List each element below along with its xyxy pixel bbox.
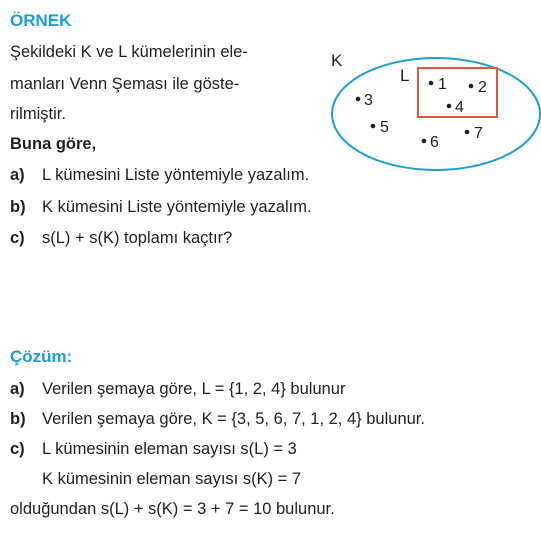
element-7: 7 xyxy=(474,125,483,142)
element-1: 1 xyxy=(438,76,447,93)
answer-c-continuation: K kümesinin eleman sayısı s(K) = 7 xyxy=(42,470,302,488)
answer-a xyxy=(10,381,345,398)
question-text: L kümesini Liste yöntemiyle yazalım. xyxy=(42,166,310,184)
answer-label: c) xyxy=(10,440,25,458)
set-k-outline xyxy=(332,58,540,170)
solution-heading: Çözüm: xyxy=(10,347,73,366)
element-4: 4 xyxy=(455,99,464,116)
element-dot xyxy=(422,139,427,144)
answer-label: a) xyxy=(10,380,25,398)
question-text: K kümesini Liste yöntemiyle yazalım. xyxy=(42,198,312,216)
answer-label: b) xyxy=(10,410,26,428)
intro-line-1: Şekildeki K ve L kümelerinin ele- xyxy=(10,43,248,61)
answer-c xyxy=(10,441,297,458)
element-dot xyxy=(429,81,434,86)
example-heading: ÖRNEK xyxy=(10,11,72,30)
answer-b xyxy=(10,411,425,428)
element-dot xyxy=(371,124,376,129)
question-label: a) xyxy=(10,166,25,184)
element-dot xyxy=(356,97,361,102)
answer-text: Verilen şemaya göre, L = {1, 2, 4} bulunur xyxy=(42,380,346,398)
element-dot xyxy=(465,130,470,135)
prompt-text: Buna göre, xyxy=(10,135,97,153)
element-6: 6 xyxy=(430,134,439,151)
element-3: 3 xyxy=(364,92,373,109)
element-5: 5 xyxy=(380,119,389,136)
intro-line-3: rilmiştir. xyxy=(10,105,66,123)
question-label: c) xyxy=(10,229,25,247)
element-2: 2 xyxy=(478,79,487,96)
answer-text: L kümesinin eleman sayısı s(L) = 3 xyxy=(42,440,297,458)
element-dot xyxy=(469,84,474,89)
element-dot xyxy=(447,104,452,109)
answer-text: Verilen şemaya göre, K = {3, 5, 6, 7, 1, 2, 4} bulunur. xyxy=(42,410,425,428)
question-text: s(L) + s(K) toplamı kaçtır? xyxy=(42,229,233,247)
question-label: b) xyxy=(10,198,26,216)
set-l-label: L xyxy=(400,66,410,85)
intro-line-2: manları Venn Şeması ile göste- xyxy=(10,75,240,93)
conclusion-text: olduğundan s(L) + s(K) = 3 + 7 = 10 bulunur. xyxy=(10,500,335,518)
set-k-label: K xyxy=(331,51,343,70)
